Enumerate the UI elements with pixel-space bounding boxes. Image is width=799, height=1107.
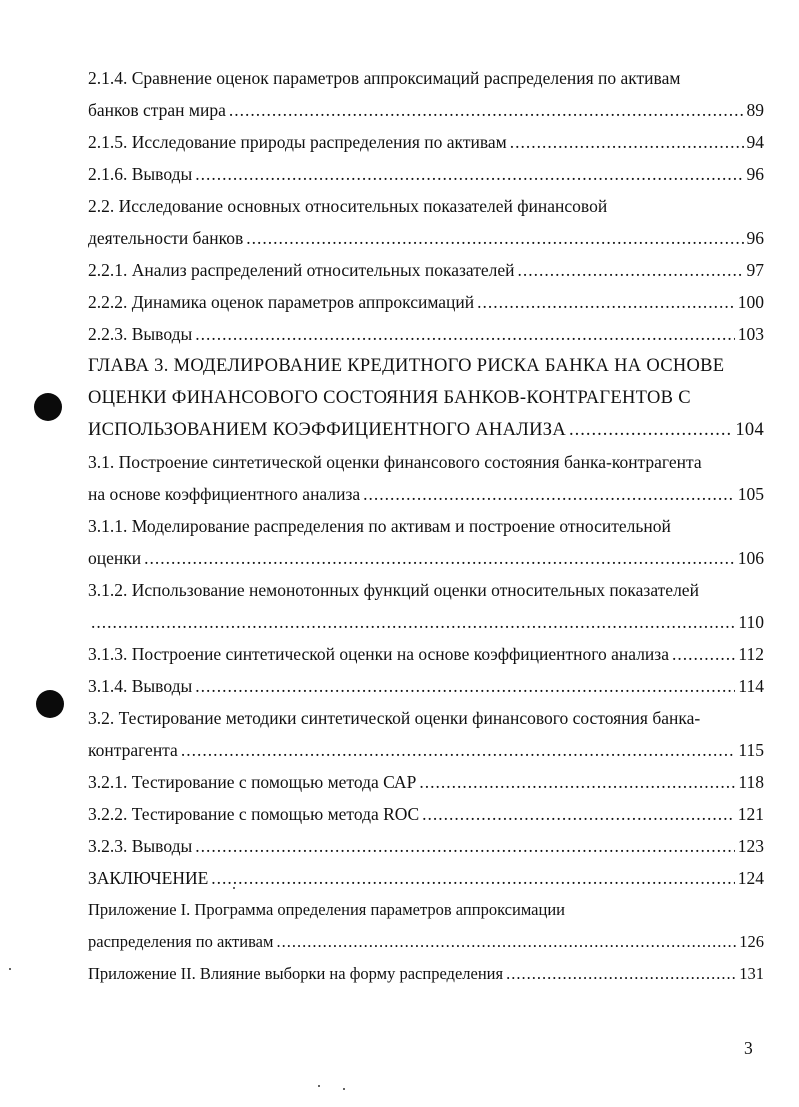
- dot-leader: [195, 670, 735, 702]
- toc-page-number: 115: [738, 740, 764, 760]
- toc-entry-text: ИСПОЛЬЗОВАНИЕМ КОЭФФИЦИЕНТНОГО АНАЛИЗА: [88, 420, 566, 440]
- scan-speck: [318, 1085, 320, 1087]
- dot-leader: [672, 638, 735, 670]
- toc-line: [88, 350, 764, 382]
- dot-leader: [91, 606, 735, 638]
- toc-line: [88, 382, 764, 414]
- toc-line: [88, 862, 764, 894]
- toc-line: [88, 190, 764, 222]
- toc-entry-3-2-3: [88, 830, 764, 862]
- toc-entry-3-1-3: [88, 638, 764, 670]
- toc-entry-3-1: [88, 446, 764, 510]
- toc-page-number: 126: [739, 932, 764, 951]
- toc-line: [88, 446, 764, 478]
- toc-entry-2-1-4: [88, 62, 764, 126]
- toc-line: [88, 286, 764, 318]
- toc-entry-text: 3.2.3. Выводы: [88, 836, 193, 856]
- dot-leader: [419, 766, 735, 798]
- toc-page-number: 110: [738, 612, 764, 632]
- toc-entry-text: 2.2.1. Анализ распределений относительных показателей: [88, 260, 515, 280]
- dot-leader: [246, 222, 743, 254]
- dot-leader: [211, 862, 734, 894]
- toc-page-number: 124: [737, 868, 764, 888]
- toc-line: [88, 670, 764, 702]
- toc-line: [88, 542, 764, 574]
- toc-line: [88, 318, 764, 350]
- toc-page-number: 114: [738, 676, 764, 696]
- toc-entry-text: ОЦЕНКИ ФИНАНСОВОГО СОСТОЯНИЯ БАНКОВ-КОНТРАГЕНТОВ С: [88, 388, 691, 408]
- toc-line: [88, 478, 764, 510]
- toc-entry-appendix-2: [88, 958, 764, 990]
- punch-hole-top: [34, 393, 62, 421]
- dot-leader: [195, 158, 743, 190]
- page-number: 3: [744, 1038, 753, 1058]
- dot-leader: [144, 542, 735, 574]
- toc-line: [88, 574, 764, 606]
- toc-page-number: 103: [737, 324, 764, 344]
- toc-page-number: 96: [746, 164, 764, 184]
- toc-entry-text: 3.1.2. Использование немонотонных функций оценки относительных показателей: [88, 580, 699, 600]
- toc-page-number: 89: [746, 100, 764, 120]
- toc-entry-3-2-1: [88, 766, 764, 798]
- toc-entry-text: 2.2.3. Выводы: [88, 324, 193, 344]
- punch-hole-bottom: [36, 690, 64, 718]
- toc-page-number: 123: [737, 836, 764, 856]
- toc-entry-text: 3.2. Тестирование методики синтетической оценки финансового состояния банка-: [88, 708, 701, 728]
- dot-leader: [229, 94, 744, 126]
- dot-leader: [276, 926, 736, 958]
- toc-line: [88, 222, 764, 254]
- toc-entry-text: 3.1.4. Выводы: [88, 676, 193, 696]
- toc-line: [88, 894, 764, 926]
- toc-entry-text: оценки: [88, 548, 142, 568]
- toc-line: [88, 510, 764, 542]
- toc-entry-2-2: [88, 190, 764, 254]
- toc-page-number: 131: [739, 964, 764, 983]
- toc-entry-2-1-5: [88, 126, 764, 158]
- dot-leader: [363, 478, 735, 510]
- toc-entry-text: 3.2.2. Тестирование с помощью метода ROC: [88, 804, 420, 824]
- toc-line: [88, 958, 764, 990]
- toc-page-number: 105: [737, 484, 764, 504]
- toc-entry-text: контрагента: [88, 740, 178, 760]
- toc-line: [88, 62, 764, 94]
- toc-entry-text: 2.1.5. Исследование природы распределения по активам: [88, 132, 507, 152]
- toc-entry-text: 3.1. Построение синтетической оценки финансового состояния банка-контрагента: [88, 452, 702, 472]
- toc-line: [88, 830, 764, 862]
- table-of-contents: [88, 62, 764, 990]
- toc-line: [88, 414, 764, 446]
- toc-entry-text: ГЛАВА 3. МОДЕЛИРОВАНИЕ КРЕДИТНОГО РИСКА БАНКА НА ОСНОВЕ: [88, 356, 725, 376]
- toc-entry-3-2: [88, 702, 764, 766]
- scan-speck: [343, 1088, 345, 1090]
- toc-entry-3-2-2: [88, 798, 764, 830]
- toc-entry-text: распределения по активам: [88, 932, 274, 951]
- toc-entry-2-2-1: [88, 254, 764, 286]
- toc-page-number: 118: [738, 772, 764, 792]
- toc-entry-2-2-2: [88, 286, 764, 318]
- toc-line: [88, 606, 764, 638]
- dot-leader: [569, 414, 732, 446]
- toc-entry-text: деятельности банков: [88, 228, 244, 248]
- toc-page-number: 97: [746, 260, 764, 280]
- toc-entry-conclusion: [88, 862, 764, 894]
- scan-speck: [9, 968, 11, 970]
- toc-entry-3-1-4: [88, 670, 764, 702]
- toc-page-number: 96: [746, 228, 764, 248]
- toc-page-number: 106: [737, 548, 764, 568]
- toc-entry-text: Приложение I. Программа определения параметров аппроксимации: [88, 900, 565, 919]
- toc-entry-3-1-2: [88, 574, 764, 638]
- dot-leader: [181, 734, 736, 766]
- toc-entry-text: 2.1.6. Выводы: [88, 164, 193, 184]
- dot-leader: [195, 830, 735, 862]
- toc-entry-text: 3.1.3. Построение синтетической оценки на основе коэффициентного анализа: [88, 644, 669, 664]
- toc-line: [88, 94, 764, 126]
- toc-line: [88, 638, 764, 670]
- toc-entry-chapter-3: [88, 350, 764, 446]
- toc-line: [88, 798, 764, 830]
- dot-leader: [422, 798, 735, 830]
- toc-entry-2-2-3: [88, 318, 764, 350]
- dot-leader: [510, 126, 744, 158]
- toc-entry-text: Приложение II. Влияние выборки на форму распределения: [88, 964, 504, 983]
- toc-line: [88, 766, 764, 798]
- toc-line: [88, 158, 764, 190]
- toc-entry-text: 3.1.1. Моделирование распределения по активам и построение относительной: [88, 516, 671, 536]
- toc-entry-text: 3.2.1. Тестирование с помощью метода САР: [88, 772, 417, 792]
- toc-entry-text: 2.1.4. Сравнение оценок параметров аппроксимаций распределения по активам: [88, 68, 681, 88]
- toc-entry-text: ЗАКЛЮЧЕНИЕ: [88, 868, 209, 888]
- dot-leader: [477, 286, 735, 318]
- toc-page-number: 104: [735, 420, 764, 440]
- toc-line: [88, 926, 764, 958]
- toc-line: [88, 702, 764, 734]
- toc-page-number: 94: [746, 132, 764, 152]
- toc-entry-text: банков стран мира: [88, 100, 226, 120]
- dot-leader: [518, 254, 744, 286]
- toc-line: [88, 734, 764, 766]
- dot-leader: [195, 318, 735, 350]
- dot-leader: [506, 958, 736, 990]
- toc-entry-text: 2.2.2. Динамика оценок параметров аппроксимаций: [88, 292, 475, 312]
- toc-entry-text: на основе коэффициентного анализа: [88, 484, 361, 504]
- toc-page-number: 100: [737, 292, 764, 312]
- toc-page-number: 112: [738, 644, 764, 664]
- toc-line: [88, 126, 764, 158]
- toc-line: [88, 254, 764, 286]
- toc-entry-appendix-1: [88, 894, 764, 958]
- toc-entry-2-1-6: [88, 158, 764, 190]
- toc-entry-3-1-1: [88, 510, 764, 574]
- toc-entry-text: 2.2. Исследование основных относительных показателей финансовой: [88, 196, 608, 216]
- toc-page-number: 121: [737, 804, 764, 824]
